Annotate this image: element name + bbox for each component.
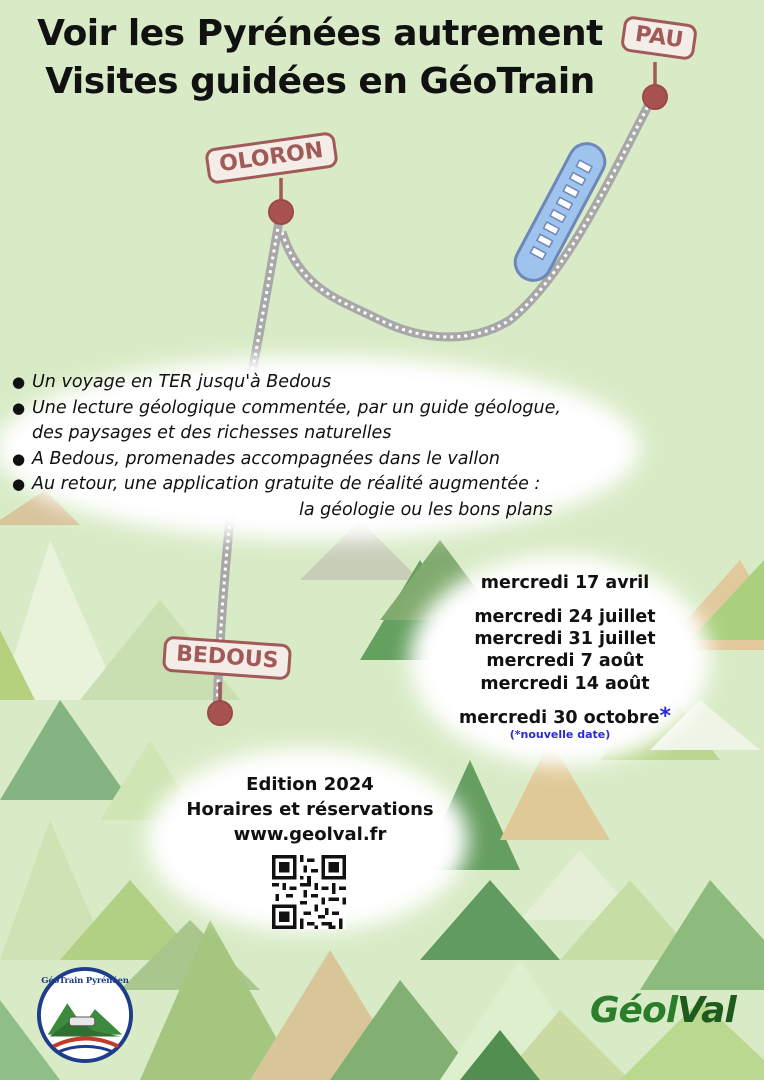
description-list [12,370,622,523]
geotrain-logo-text: GéoTrain Pyrénéen [41,976,129,986]
title-line-1: Voir les Pyrénées autrement [37,13,603,54]
description-item: ● Un voyage en TER jusqu'à Bedous [12,370,622,396]
date-6 [430,706,700,729]
date-4: mercredi 7 août [486,651,644,671]
station-sign-oloron: OLORON [204,131,338,185]
geolval-logo-part1: Géol [590,990,678,1031]
description-item: ● Une lecture géologique commentée, par un guide géologue, [12,396,622,422]
date-6-text: mercredi 30 octobre [459,708,660,728]
date-2: mercredi 24 juillet [474,607,656,627]
edition-label: Edition 2024 [246,774,374,795]
description-item-continuation: des paysages et des richesses naturelles [32,423,392,443]
station-sign-bedous: BEDOUS [162,636,293,681]
description-item: ● Au retour, une application gratuite de réalité augmentée : [12,472,622,498]
website-link[interactable]: www.geolval.fr [233,824,387,845]
description-item-continuation: la géologie ou les bons plans [299,499,553,520]
station-sign-pau: PAU [620,15,699,61]
date-5: mercredi 14 août [480,674,650,694]
title-line-2: Visites guidées en GéoTrain [45,61,595,102]
new-date-asterisk: * [659,704,671,729]
date-3: mercredi 31 juillet [474,629,656,649]
geolval-logo-part2: Val [677,990,736,1031]
qr-code[interactable] [272,855,346,929]
new-date-note: (*nouvelle date) [509,728,611,741]
geolval-logo [590,990,736,1031]
date-1: mercredi 17 avril [480,573,650,593]
schedule-label: Horaires et réservations [186,799,434,820]
description-item: ● A Bedous, promenades accompagnées dans le vallon [12,447,622,473]
